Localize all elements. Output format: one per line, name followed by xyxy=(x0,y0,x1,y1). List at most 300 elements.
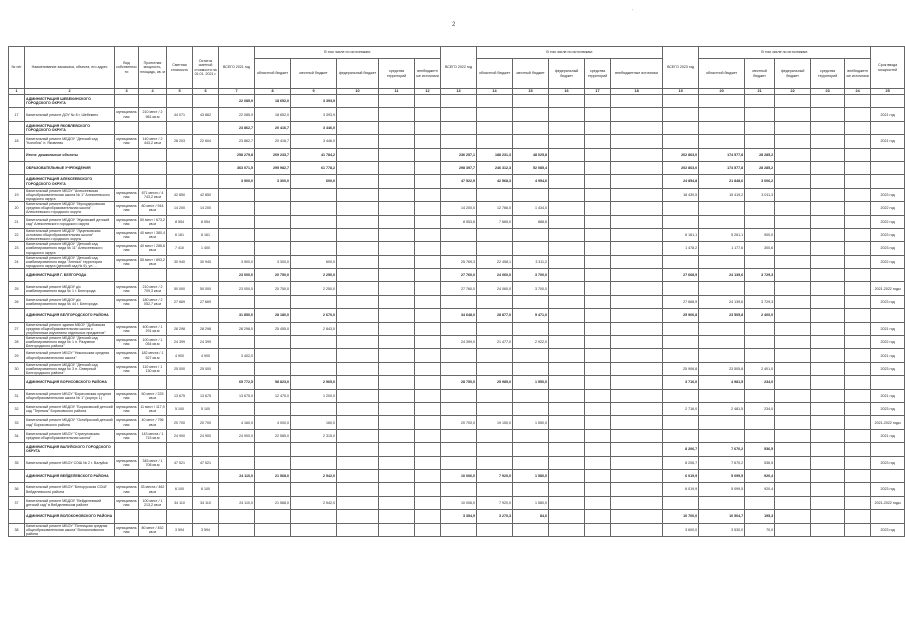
cell-empty xyxy=(585,215,611,228)
cell-cap xyxy=(139,121,167,134)
cell-empty xyxy=(585,376,611,389)
cell-empty xyxy=(775,148,811,161)
cell-t21: 3 900,0 xyxy=(219,175,255,188)
table-row xyxy=(9,483,905,496)
cell-lo23 xyxy=(745,429,775,442)
cell-ob21: 295 982,7 xyxy=(255,161,291,174)
cell-ob23 xyxy=(699,336,745,349)
cell-empty xyxy=(611,255,663,268)
cell-cap: 80 мест / 944 кв.м xyxy=(139,202,167,215)
cell-cap: 671 место / 4 743,2 кв.м xyxy=(139,188,167,201)
header-territory-23: средства территорий xyxy=(811,59,845,89)
cell-ob21: 28 180,0 xyxy=(255,309,291,322)
cell-ob22: 24 060,0 xyxy=(477,269,513,282)
cell-ob22 xyxy=(477,95,513,108)
cell-rem xyxy=(193,95,219,108)
cell-empty xyxy=(549,456,585,469)
table-row xyxy=(9,336,905,349)
table-row xyxy=(9,416,905,429)
cell-term: 2021 год xyxy=(871,322,905,335)
cell-t21 xyxy=(219,456,255,469)
cell-ob21: 12 475,0 xyxy=(255,389,291,402)
cell-no: 26 xyxy=(9,295,25,308)
header-remaining: Остаток сметной стоимости на 01.01. 2021 г. xyxy=(193,47,219,89)
cell-lo23: 3 729,3 xyxy=(745,295,775,308)
cell-name: Капитальный ремонт МБДОУ "Детский сад комбинированного вида № 1 п. Разумное Белгородского района" xyxy=(25,336,115,349)
cell-term xyxy=(871,510,905,523)
cell-type: муниципальная xyxy=(115,108,139,121)
cell-empty xyxy=(337,108,379,121)
cell-ob22 xyxy=(477,322,513,335)
cell-ob21: 20 416,7 xyxy=(255,121,291,134)
cell-empty xyxy=(585,95,611,108)
cell-rem xyxy=(193,175,219,188)
cell-cost xyxy=(167,269,193,282)
cell-t22 xyxy=(441,242,477,255)
cell-rem: 20 700 xyxy=(193,416,219,429)
cell-rem: 43 862 xyxy=(193,108,219,121)
cell-empty xyxy=(337,523,379,536)
cell-empty xyxy=(775,336,811,349)
cell-lo21: 61 778,2 xyxy=(291,161,337,174)
cell-lo23: 70,0 xyxy=(745,523,775,536)
cell-cap: 400 мест / 1 291 кв.м xyxy=(139,322,167,335)
cell-t22: 10 006,0 xyxy=(441,496,477,509)
cell-term: 2023 год xyxy=(871,228,905,241)
cell-lo22 xyxy=(513,349,549,362)
cell-empty xyxy=(415,148,441,161)
cell-empty xyxy=(379,269,415,282)
cell-cost: 8 554 xyxy=(167,215,193,228)
cell-rem: 34 110 xyxy=(193,496,219,509)
cell-ob21 xyxy=(255,483,291,496)
cell-empty xyxy=(845,402,871,415)
cell-empty xyxy=(845,282,871,295)
cell-empty xyxy=(845,416,871,429)
cell-t23: 3 716,0 xyxy=(663,376,699,389)
cell-name: Капитальный ремонт ДОУ № 8 г. Шебекино xyxy=(25,108,115,121)
cell-t23: 2 716,0 xyxy=(663,402,699,415)
cell-empty xyxy=(811,443,845,456)
cell-t23 xyxy=(663,108,699,121)
cell-t21 xyxy=(219,188,255,201)
cell-rem xyxy=(193,469,219,482)
cell-empty xyxy=(775,362,811,375)
cell-empty xyxy=(379,376,415,389)
cell-empty xyxy=(775,389,811,402)
header-oblast-21: областной бюджет xyxy=(255,59,291,89)
cell-rem: 4 900 xyxy=(193,349,219,362)
cell-lo22 xyxy=(513,188,549,201)
cell-rem xyxy=(193,510,219,523)
cell-no: 19 xyxy=(9,188,25,201)
cell-ob21 xyxy=(255,443,291,456)
cell-lo22: 3 311,2 xyxy=(513,255,549,268)
cell-empty xyxy=(337,429,379,442)
cell-empty xyxy=(845,429,871,442)
header-total-2023: ВСЕГО 2023 год xyxy=(663,47,699,89)
cell-t22: 27 760,0 xyxy=(441,269,477,282)
cell-rem: 25 000 xyxy=(193,362,219,375)
cell-empty xyxy=(337,269,379,282)
cell-lo23 xyxy=(745,135,775,148)
cell-empty xyxy=(811,202,845,215)
cell-lo21: 3 393,9 xyxy=(291,108,337,121)
cell-empty xyxy=(379,121,415,134)
cell-type xyxy=(115,175,139,188)
cell-empty xyxy=(775,269,811,282)
cell-lo21 xyxy=(291,483,337,496)
cell-empty xyxy=(775,483,811,496)
cell-cost xyxy=(167,309,193,322)
cell-empty xyxy=(611,443,663,456)
cell-cost: 27 669 xyxy=(167,295,193,308)
cell-empty xyxy=(775,202,811,215)
cell-empty xyxy=(415,135,441,148)
cell-empty xyxy=(379,523,415,536)
header-oblast-22: областной бюджет xyxy=(477,59,513,89)
cell-lo23 xyxy=(745,416,775,429)
cell-lo22: 5 471,0 xyxy=(513,309,549,322)
cell-t23 xyxy=(663,255,699,268)
cell-cap xyxy=(139,469,167,482)
cell-empty xyxy=(379,402,415,415)
cell-lo23: 3 729,3 xyxy=(745,269,775,282)
cell-no xyxy=(9,469,25,482)
cell-empty xyxy=(611,349,663,362)
cell-empty xyxy=(811,282,845,295)
cell-lo22: 48 025,8 xyxy=(513,148,549,161)
cell-empty xyxy=(611,242,663,255)
cell-empty xyxy=(585,242,611,255)
cell-ob22 xyxy=(477,483,513,496)
cell-empty xyxy=(585,469,611,482)
cell-lo23 xyxy=(745,215,775,228)
cell-lo23: 28 285,2 xyxy=(745,161,775,174)
cell-type: муниципальная xyxy=(115,322,139,335)
cell-ob22: 22 458,1 xyxy=(477,255,513,268)
cell-empty xyxy=(415,496,441,509)
cell-empty xyxy=(811,295,845,308)
cell-empty xyxy=(585,148,611,161)
cell-no xyxy=(9,510,25,523)
cell-ob23 xyxy=(699,108,745,121)
cell-empty xyxy=(775,282,811,295)
cell-cap: 180 мест / 2 052,7 кв.м xyxy=(139,295,167,308)
cell-empty xyxy=(611,269,663,282)
cell-empty xyxy=(585,228,611,241)
cell-empty xyxy=(845,336,871,349)
total-row xyxy=(9,161,905,174)
cell-t23 xyxy=(663,121,699,134)
cell-empty xyxy=(337,121,379,134)
cell-lo21: 2 315,0 xyxy=(291,429,337,442)
cell-t21: 4 160,0 xyxy=(219,416,255,429)
cell-empty xyxy=(585,429,611,442)
cell-empty xyxy=(549,510,585,523)
cell-lo23: 920,4 xyxy=(745,483,775,496)
cell-t21: 24 110,0 xyxy=(219,496,255,509)
cell-empty xyxy=(811,456,845,469)
cell-term: 2022 год xyxy=(871,202,905,215)
cell-term xyxy=(871,309,905,322)
cell-t23: 8 206,7 xyxy=(663,443,699,456)
cell-name: Капитальный ремонт МБОУ "Никольская средняя общеобразовательная школа" xyxy=(25,349,115,362)
cell-ob23: 7 670,2 xyxy=(699,443,745,456)
cell-ob21: 3 300,0 xyxy=(255,255,291,268)
cell-cost xyxy=(167,469,193,482)
cell-empty xyxy=(415,215,441,228)
column-number: 23 xyxy=(811,89,845,95)
cell-empty xyxy=(775,523,811,536)
cell-empty xyxy=(611,322,663,335)
cell-lo22: 84,6 xyxy=(513,510,549,523)
cell-rem xyxy=(193,309,219,322)
cell-term xyxy=(871,175,905,188)
cell-type xyxy=(115,148,139,161)
cell-empty xyxy=(379,108,415,121)
cell-lo23: 28 285,2 xyxy=(745,148,775,161)
cell-cost: 14 200 xyxy=(167,202,193,215)
cell-empty xyxy=(379,322,415,335)
cell-empty xyxy=(549,336,585,349)
cell-cost xyxy=(167,443,193,456)
cell-t23 xyxy=(663,389,699,402)
column-number: 25 xyxy=(871,89,905,95)
cell-lo22 xyxy=(513,135,549,148)
cell-empty xyxy=(415,108,441,121)
cell-empty xyxy=(611,510,663,523)
cell-ob22: 19 150,0 xyxy=(477,416,513,429)
cell-lo21: 1 200,0 xyxy=(291,389,337,402)
cell-ob22: 24 060,0 xyxy=(477,282,513,295)
cell-t22: 20 700,0 xyxy=(441,416,477,429)
cell-empty xyxy=(845,188,871,201)
cell-name: АДМИНИСТРАЦИЯ ВАЛУЙСКОГО ГОРОДСКОГО ОКРУГА xyxy=(25,443,115,456)
cell-empty xyxy=(811,242,845,255)
cell-empty xyxy=(415,188,441,201)
cell-ob22: 7 665,0 xyxy=(477,215,513,228)
cell-empty xyxy=(415,228,441,241)
cell-t21: 24 110,0 xyxy=(219,469,255,482)
cell-empty xyxy=(549,161,585,174)
cell-name: Капитальный ремонт МБДОУ "Жуковский детский сад" Алексеевского городского округа xyxy=(25,215,115,228)
cell-empty xyxy=(337,282,379,295)
cell-cap: 210 мест / 2 981 кв.м xyxy=(139,108,167,121)
cell-lo23 xyxy=(745,282,775,295)
cell-rem: 13 675 xyxy=(193,389,219,402)
cell-empty xyxy=(415,255,441,268)
cell-cap: 100 мест / 1 213,2 кв.м xyxy=(139,496,167,509)
cell-empty xyxy=(337,188,379,201)
cell-empty xyxy=(775,443,811,456)
cell-no: 18 xyxy=(9,135,25,148)
cell-empty xyxy=(845,349,871,362)
cell-lo22: 4 954,6 xyxy=(513,175,549,188)
cell-name: Капитальный ремонт МБДОУ "Детский сад "Колобок" п. Яковлево xyxy=(25,135,115,148)
cell-empty xyxy=(611,389,663,402)
cell-ob21 xyxy=(255,188,291,201)
cell-empty xyxy=(379,469,415,482)
cell-name: Итого: дошкольные объекты xyxy=(25,148,115,161)
cell-t23: 202 863,0 xyxy=(663,161,699,174)
cell-term: 2023 год xyxy=(871,523,905,536)
cell-lo22 xyxy=(513,456,549,469)
cell-lo21: 2 542,0 xyxy=(291,496,337,509)
cell-cap xyxy=(139,376,167,389)
cell-no: 37 xyxy=(9,496,25,509)
cell-empty xyxy=(379,228,415,241)
cell-empty xyxy=(845,175,871,188)
cell-empty xyxy=(415,416,441,429)
cell-empty xyxy=(585,443,611,456)
cell-empty xyxy=(845,443,871,456)
cell-empty xyxy=(337,483,379,496)
cell-ob23: 174 577,8 xyxy=(699,148,745,161)
cell-term: 2023 год xyxy=(871,188,905,201)
cell-t23: 8 206,7 xyxy=(663,456,699,469)
cell-ob22 xyxy=(477,135,513,148)
cell-empty xyxy=(845,202,871,215)
cell-empty xyxy=(585,255,611,268)
cell-empty xyxy=(415,309,441,322)
cell-empty xyxy=(415,362,441,375)
cell-empty xyxy=(585,402,611,415)
cell-t21: 23 862,7 xyxy=(219,135,255,148)
cell-type xyxy=(115,121,139,134)
cell-t23 xyxy=(663,349,699,362)
cell-empty xyxy=(845,228,871,241)
cell-empty xyxy=(337,389,379,402)
cell-cost: 24 900 xyxy=(167,429,193,442)
cell-empty xyxy=(337,510,379,523)
cell-empty xyxy=(775,175,811,188)
cell-empty xyxy=(845,161,871,174)
cell-empty xyxy=(775,469,811,482)
cell-empty xyxy=(585,202,611,215)
cell-empty xyxy=(415,469,441,482)
cell-ob22 xyxy=(477,121,513,134)
cell-empty xyxy=(379,483,415,496)
cell-type xyxy=(115,309,139,322)
cell-ob22: 42 568,3 xyxy=(477,175,513,188)
cell-no xyxy=(9,95,25,108)
cell-ob21: 21 568,0 xyxy=(255,469,291,482)
cell-empty xyxy=(337,349,379,362)
cell-empty xyxy=(811,496,845,509)
cell-empty xyxy=(611,362,663,375)
cell-empty xyxy=(611,429,663,442)
cell-empty xyxy=(415,336,441,349)
cell-cap: 11 мест / 117,9 кв.м xyxy=(139,402,167,415)
cell-empty xyxy=(775,510,811,523)
cell-lo22 xyxy=(513,443,549,456)
cell-ob21 xyxy=(255,336,291,349)
cell-lo21: 600,0 xyxy=(291,175,337,188)
cell-ob22: 188 231,3 xyxy=(477,148,513,161)
cell-rem: 14 200 xyxy=(193,202,219,215)
cell-empty xyxy=(415,242,441,255)
cell-ob23: 10 504,7 xyxy=(699,510,745,523)
cell-cost: 44 071 xyxy=(167,108,193,121)
cell-empty xyxy=(549,322,585,335)
cell-lo23: 195,3 xyxy=(745,510,775,523)
column-number: 22 xyxy=(775,89,811,95)
cell-empty xyxy=(585,135,611,148)
cell-ob23: 3 530,0 xyxy=(699,523,745,536)
table-body xyxy=(9,95,905,537)
cell-lo22: 1 580,0 xyxy=(513,469,549,482)
cell-empty xyxy=(549,108,585,121)
cell-name: Капитальный ремонт МБДОУ "Детский сад комбинированного вида № 11" Алексеевского городского округа xyxy=(25,242,115,255)
cell-empty xyxy=(379,349,415,362)
cell-lo21: 2 250,0 xyxy=(291,282,337,295)
cell-empty xyxy=(611,215,663,228)
cell-empty xyxy=(845,255,871,268)
cell-empty xyxy=(811,188,845,201)
cell-t23: 10 700,0 xyxy=(663,510,699,523)
cell-lo23: 536,5 xyxy=(745,456,775,469)
cell-ob23: 174 577,8 xyxy=(699,161,745,174)
cell-term: 2021 год xyxy=(871,429,905,442)
cell-no xyxy=(9,148,25,161)
cell-empty xyxy=(337,228,379,241)
header-sources-2022: В том числе по источникам: xyxy=(477,47,663,59)
cell-empty xyxy=(775,188,811,201)
cell-empty xyxy=(379,188,415,201)
cell-ob21: 22 585,0 xyxy=(255,429,291,442)
cell-type xyxy=(115,376,139,389)
header-offbudget-23: внебюджетные источники xyxy=(845,59,871,89)
cell-empty xyxy=(549,282,585,295)
header-sources-2023: В том числе по источникам: xyxy=(699,47,871,59)
cell-cap: 110 мест / 1 130 кв.м xyxy=(139,362,167,375)
column-number: 16 xyxy=(549,89,585,95)
cell-cost: 4 900 xyxy=(167,349,193,362)
cell-t23: 6 019,9 xyxy=(663,483,699,496)
cell-empty xyxy=(611,416,663,429)
cell-ob21: 18 652,0 xyxy=(255,108,291,121)
column-number: 19 xyxy=(663,89,699,95)
cell-empty xyxy=(379,175,415,188)
cell-empty xyxy=(379,510,415,523)
cell-empty xyxy=(337,469,379,482)
section-row xyxy=(9,309,905,322)
header-offbudget-22: внебюджетные источники xyxy=(611,59,663,89)
cell-empty xyxy=(775,376,811,389)
cell-empty xyxy=(811,322,845,335)
cell-ob22 xyxy=(477,108,513,121)
cell-t23 xyxy=(663,429,699,442)
cell-empty xyxy=(585,322,611,335)
cell-name: Капитальный ремонт МБОУ "Белорусская СОШ" Вейделевского района xyxy=(25,483,115,496)
column-number: 21 xyxy=(745,89,775,95)
cell-lo23: 234,0 xyxy=(745,376,775,389)
cell-empty xyxy=(337,295,379,308)
cell-t22 xyxy=(441,389,477,402)
cell-t23: 6 019,9 xyxy=(663,469,699,482)
cell-ob21: 4 000,0 xyxy=(255,416,291,429)
cell-name: Капитальный ремонт МБОУ "Алексеевская общеобразовательная школа № 1" Алексеевского городского округа xyxy=(25,188,115,201)
cell-empty xyxy=(811,215,845,228)
cell-rem: 5 100 xyxy=(193,402,219,415)
cell-lo23: 3 006,2 xyxy=(745,175,775,188)
cell-term: 2021 год xyxy=(871,389,905,402)
cell-term: 2021 год xyxy=(871,349,905,362)
cell-cost: 13 675 xyxy=(167,389,193,402)
cell-no: 33 xyxy=(9,416,25,429)
cell-empty xyxy=(337,255,379,268)
